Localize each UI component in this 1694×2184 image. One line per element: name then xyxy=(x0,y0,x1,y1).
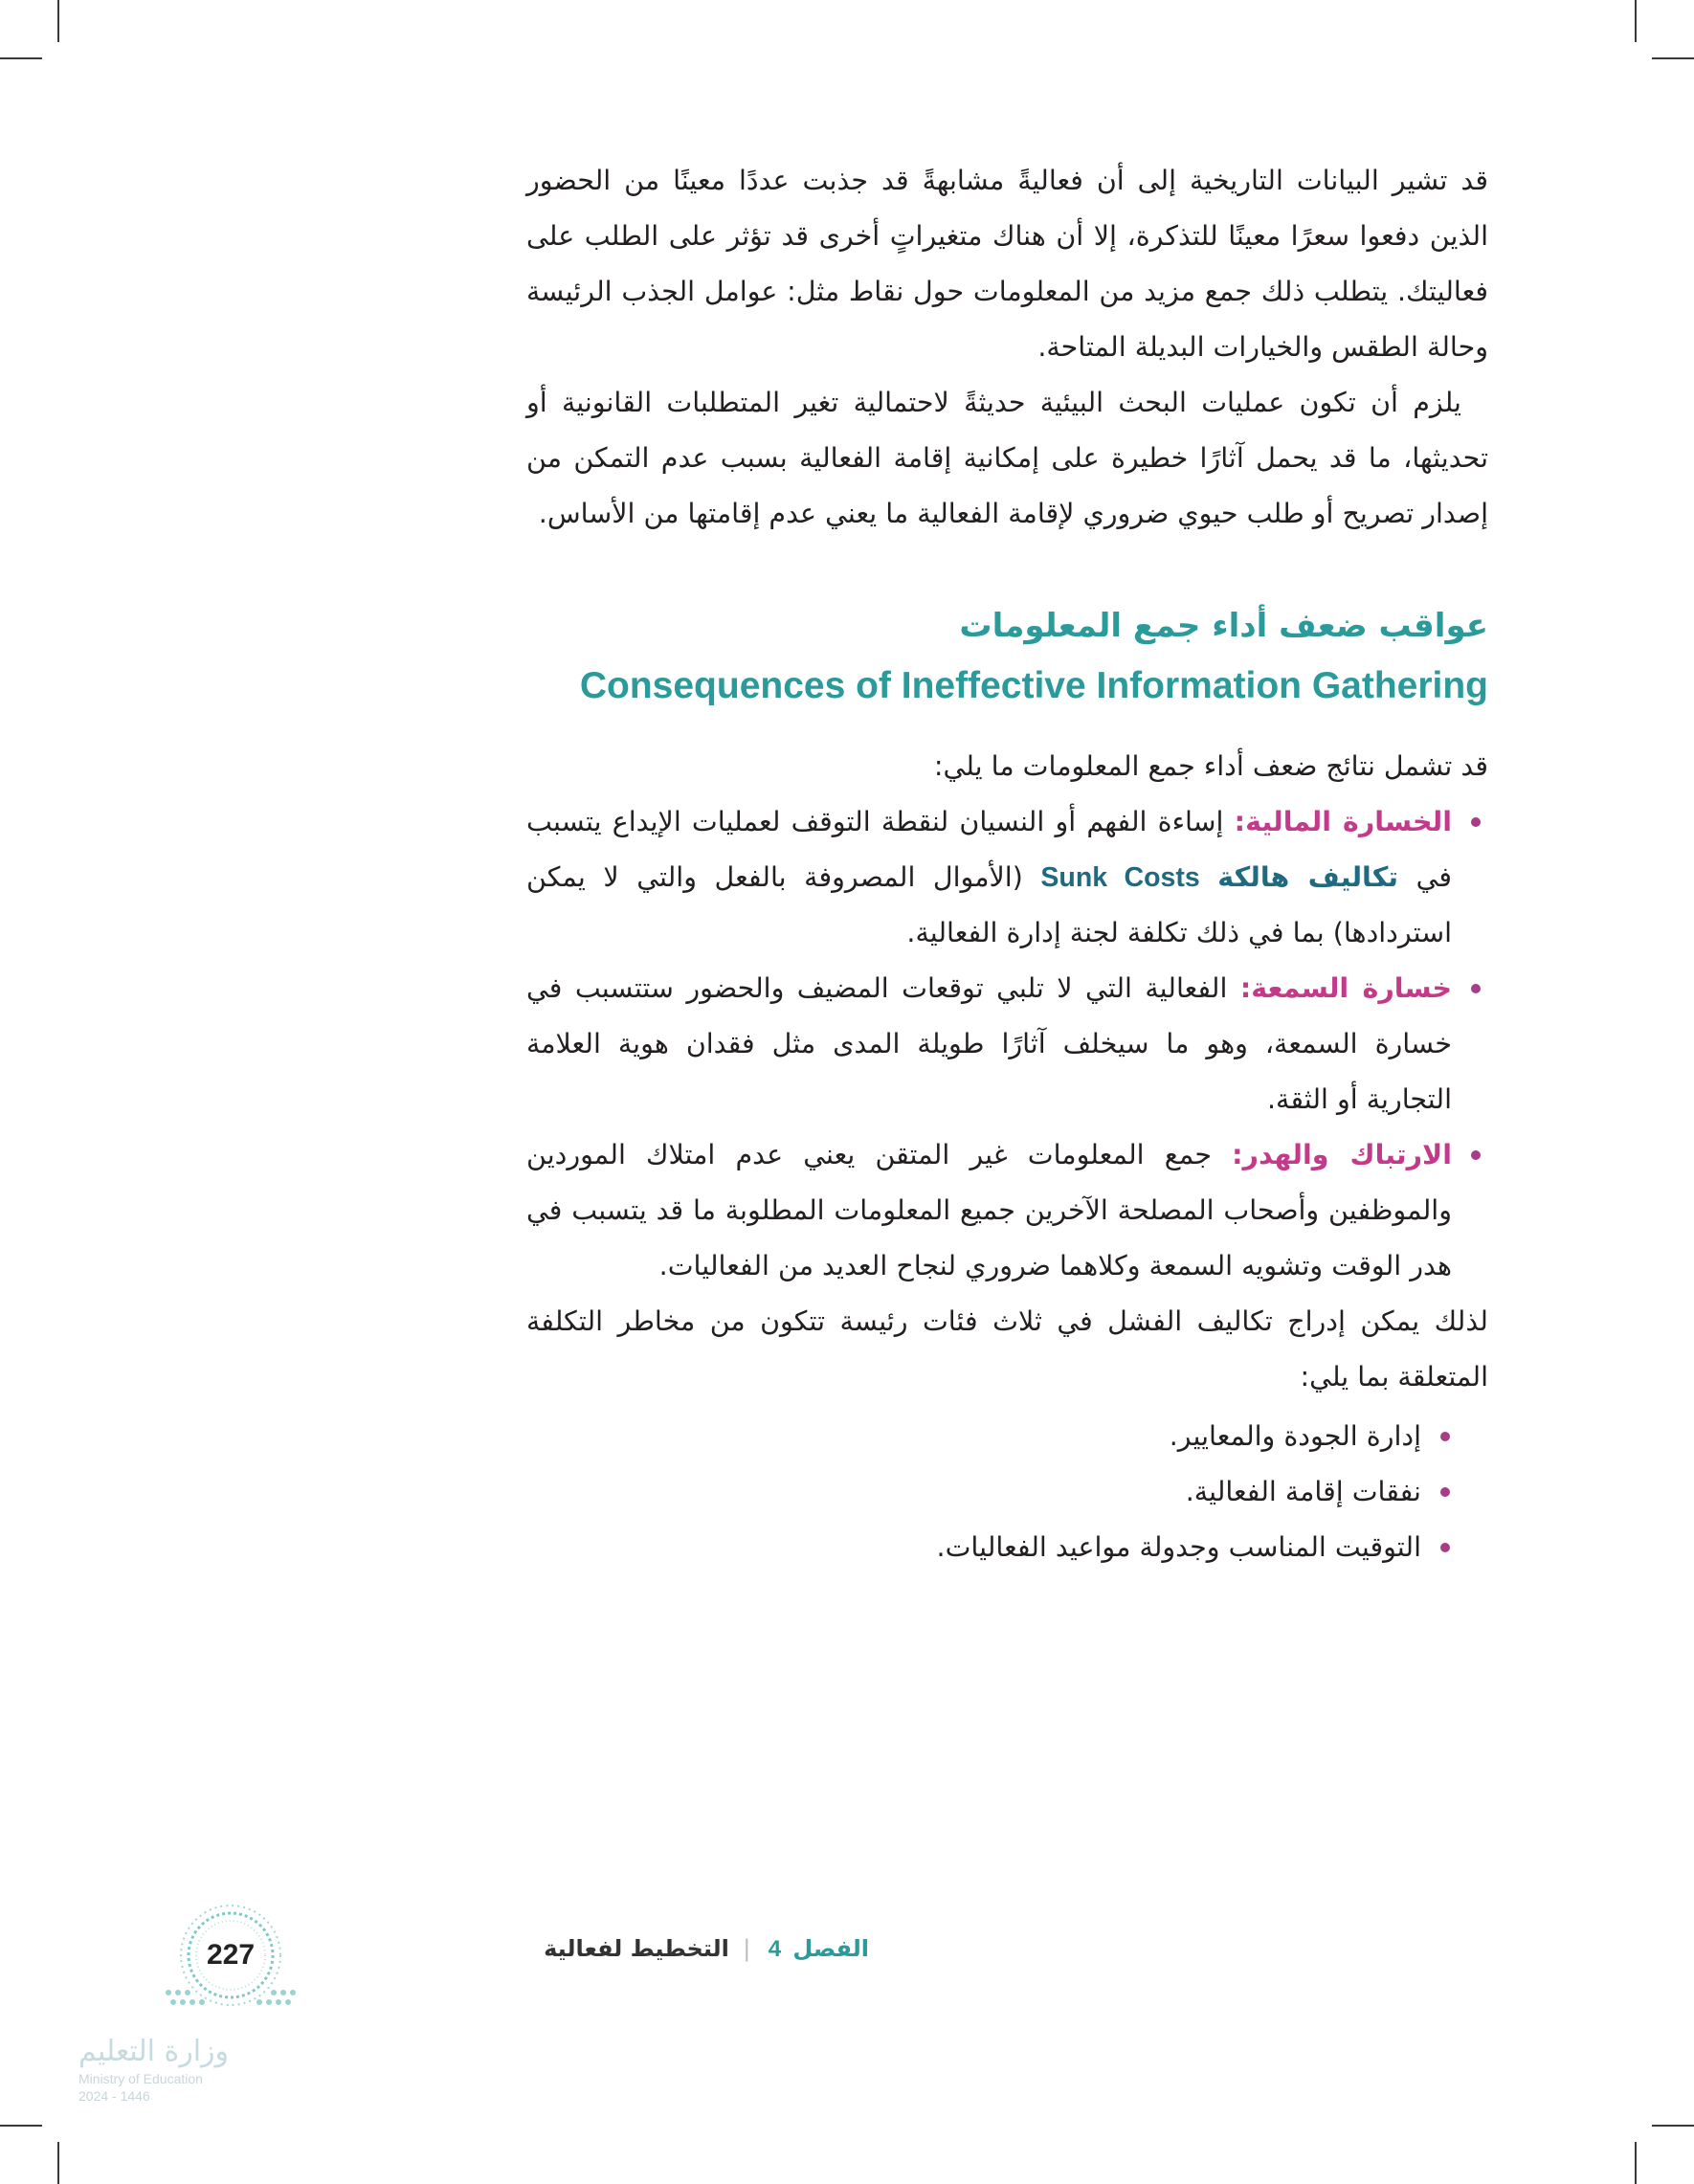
list-item-text: إدارة الجودة والمعايير. xyxy=(1169,1420,1421,1452)
main-text-column xyxy=(526,153,1488,1575)
list-item xyxy=(526,1409,1421,1464)
cost-risk-list xyxy=(526,1409,1488,1575)
list-item xyxy=(526,1520,1421,1575)
bullet-icon xyxy=(1471,1150,1481,1160)
glossary-term-english: Sunk Costs xyxy=(1040,862,1200,893)
ministry-name-english: Ministry of Education xyxy=(78,2071,203,2086)
bullet-icon xyxy=(1440,1487,1450,1497)
section-intro: قد تشمل نتائج ضعف أداء جمع المعلومات ما يلي: xyxy=(933,750,1488,782)
edition-year: 2024 - 1446 xyxy=(78,2088,150,2104)
ministry-name-arabic: وزارة التعليم xyxy=(78,2035,230,2068)
bullet-text: الفعالية التي لا تلبي توقعات المضيف والحضور ستتسبب في خسارة السمعة، وهو ما سيخلف آثارًا طويلة المدى مثل فقدان هوية العلامة التجارية أو الثقة. xyxy=(526,972,1452,1115)
crop-mark xyxy=(0,57,42,59)
crop-mark xyxy=(1652,2125,1694,2127)
bullet-icon xyxy=(1440,1543,1450,1552)
bullet-text: إساءة الفهم أو النسيان لنقطة التوقف لعمليات الإيداع يتسبب في xyxy=(526,806,1452,893)
bullet-icon xyxy=(1471,984,1481,993)
crop-mark xyxy=(57,0,59,42)
list-item xyxy=(526,961,1452,1127)
crop-mark xyxy=(0,2125,42,2127)
chapter-label: الفصل xyxy=(792,1935,869,1962)
section-title-arabic: عواقب ضعف أداء جمع المعلومات xyxy=(959,607,1488,645)
bullet-term: خسارة السمعة: xyxy=(1239,972,1452,1004)
page-number: 227 xyxy=(206,1939,256,1971)
footer-chapter-label xyxy=(544,1935,869,1963)
list-item-text: نفقات إقامة الفعالية. xyxy=(1185,1476,1421,1507)
crop-mark xyxy=(1652,57,1694,59)
bullet-icon xyxy=(1440,1432,1450,1441)
list-item-text: التوقيت المناسب وجدولة مواعيد الفعاليات. xyxy=(936,1531,1421,1563)
chapter-number: 4 xyxy=(768,1936,782,1962)
list-item xyxy=(526,1464,1421,1520)
bullet-text: (الأموال المصروفة بالفعل والتي لا يمكن استردادها) بما في ذلك تكلفة لجنة إدارة الفعالية. xyxy=(526,861,1452,948)
paragraph: قد تشير البيانات التاريخية إلى أن فعاليةً مشابهةً قد جذبت عددًا معينًا من الحضور الذين دفعوا سعرًا معينًا للتذكرة، إلا أن هناك متغيراتٍ أخرى قد تؤثر على الطلب على فعاليتك. يتطلب ذلك جمع مزيد من المعلومات حول نقاط مثل: عوامل الجذب الرئيسة وحالة الطقس والخيارات البديلة المتاحة. xyxy=(526,165,1488,363)
crop-mark xyxy=(1635,0,1637,42)
bullet-term: الارتباك والهدر: xyxy=(1232,1139,1453,1170)
list-item xyxy=(526,1127,1452,1294)
glossary-term: تكاليف هالكة xyxy=(1217,861,1399,893)
crop-mark xyxy=(1635,2142,1637,2184)
separator: | xyxy=(743,1935,751,1962)
list-item xyxy=(526,794,1452,961)
closing-paragraph: لذلك يمكن إدراج تكاليف الفشل في ثلاث فئات رئيسة تتكون من مخاطر التكلفة المتعلقة بما يلي: xyxy=(526,1305,1488,1393)
consequences-list xyxy=(526,794,1488,1294)
crop-mark xyxy=(57,2142,59,2184)
bullet-term: الخسارة المالية: xyxy=(1234,806,1452,837)
paragraph: يلزم أن تكون عمليات البحث البيئية حديثةً لاحتمالية تغير المتطلبات القانونية أو تحديثها، ما قد يحمل آثارًا خطيرة على إمكانية إقامة الفعالية بسبب عدم التمكن من إصدار تصريح أو طلب حيوي ضروري لإقامة الفعالية ما يعني عدم إقامتها من الأساس. xyxy=(526,387,1488,529)
bullet-icon xyxy=(1471,817,1481,827)
bullet-text: جمع المعلومات غير المتقن يعني عدم امتلاك الموردين والموظفين وأصحاب المصلحة الآخرين جميع المعلومات المطلوبة ما قد يتسبب في هدر الوقت وتشويه السمعة وكلاهما ضروري لنجاح العديد من الفعاليات. xyxy=(526,1139,1452,1281)
chapter-title: التخطيط لفعالية xyxy=(544,1935,729,1962)
ministry-logo xyxy=(78,2034,251,2105)
section-title-english: Consequences of Ineffective Information Gathering xyxy=(579,665,1488,706)
